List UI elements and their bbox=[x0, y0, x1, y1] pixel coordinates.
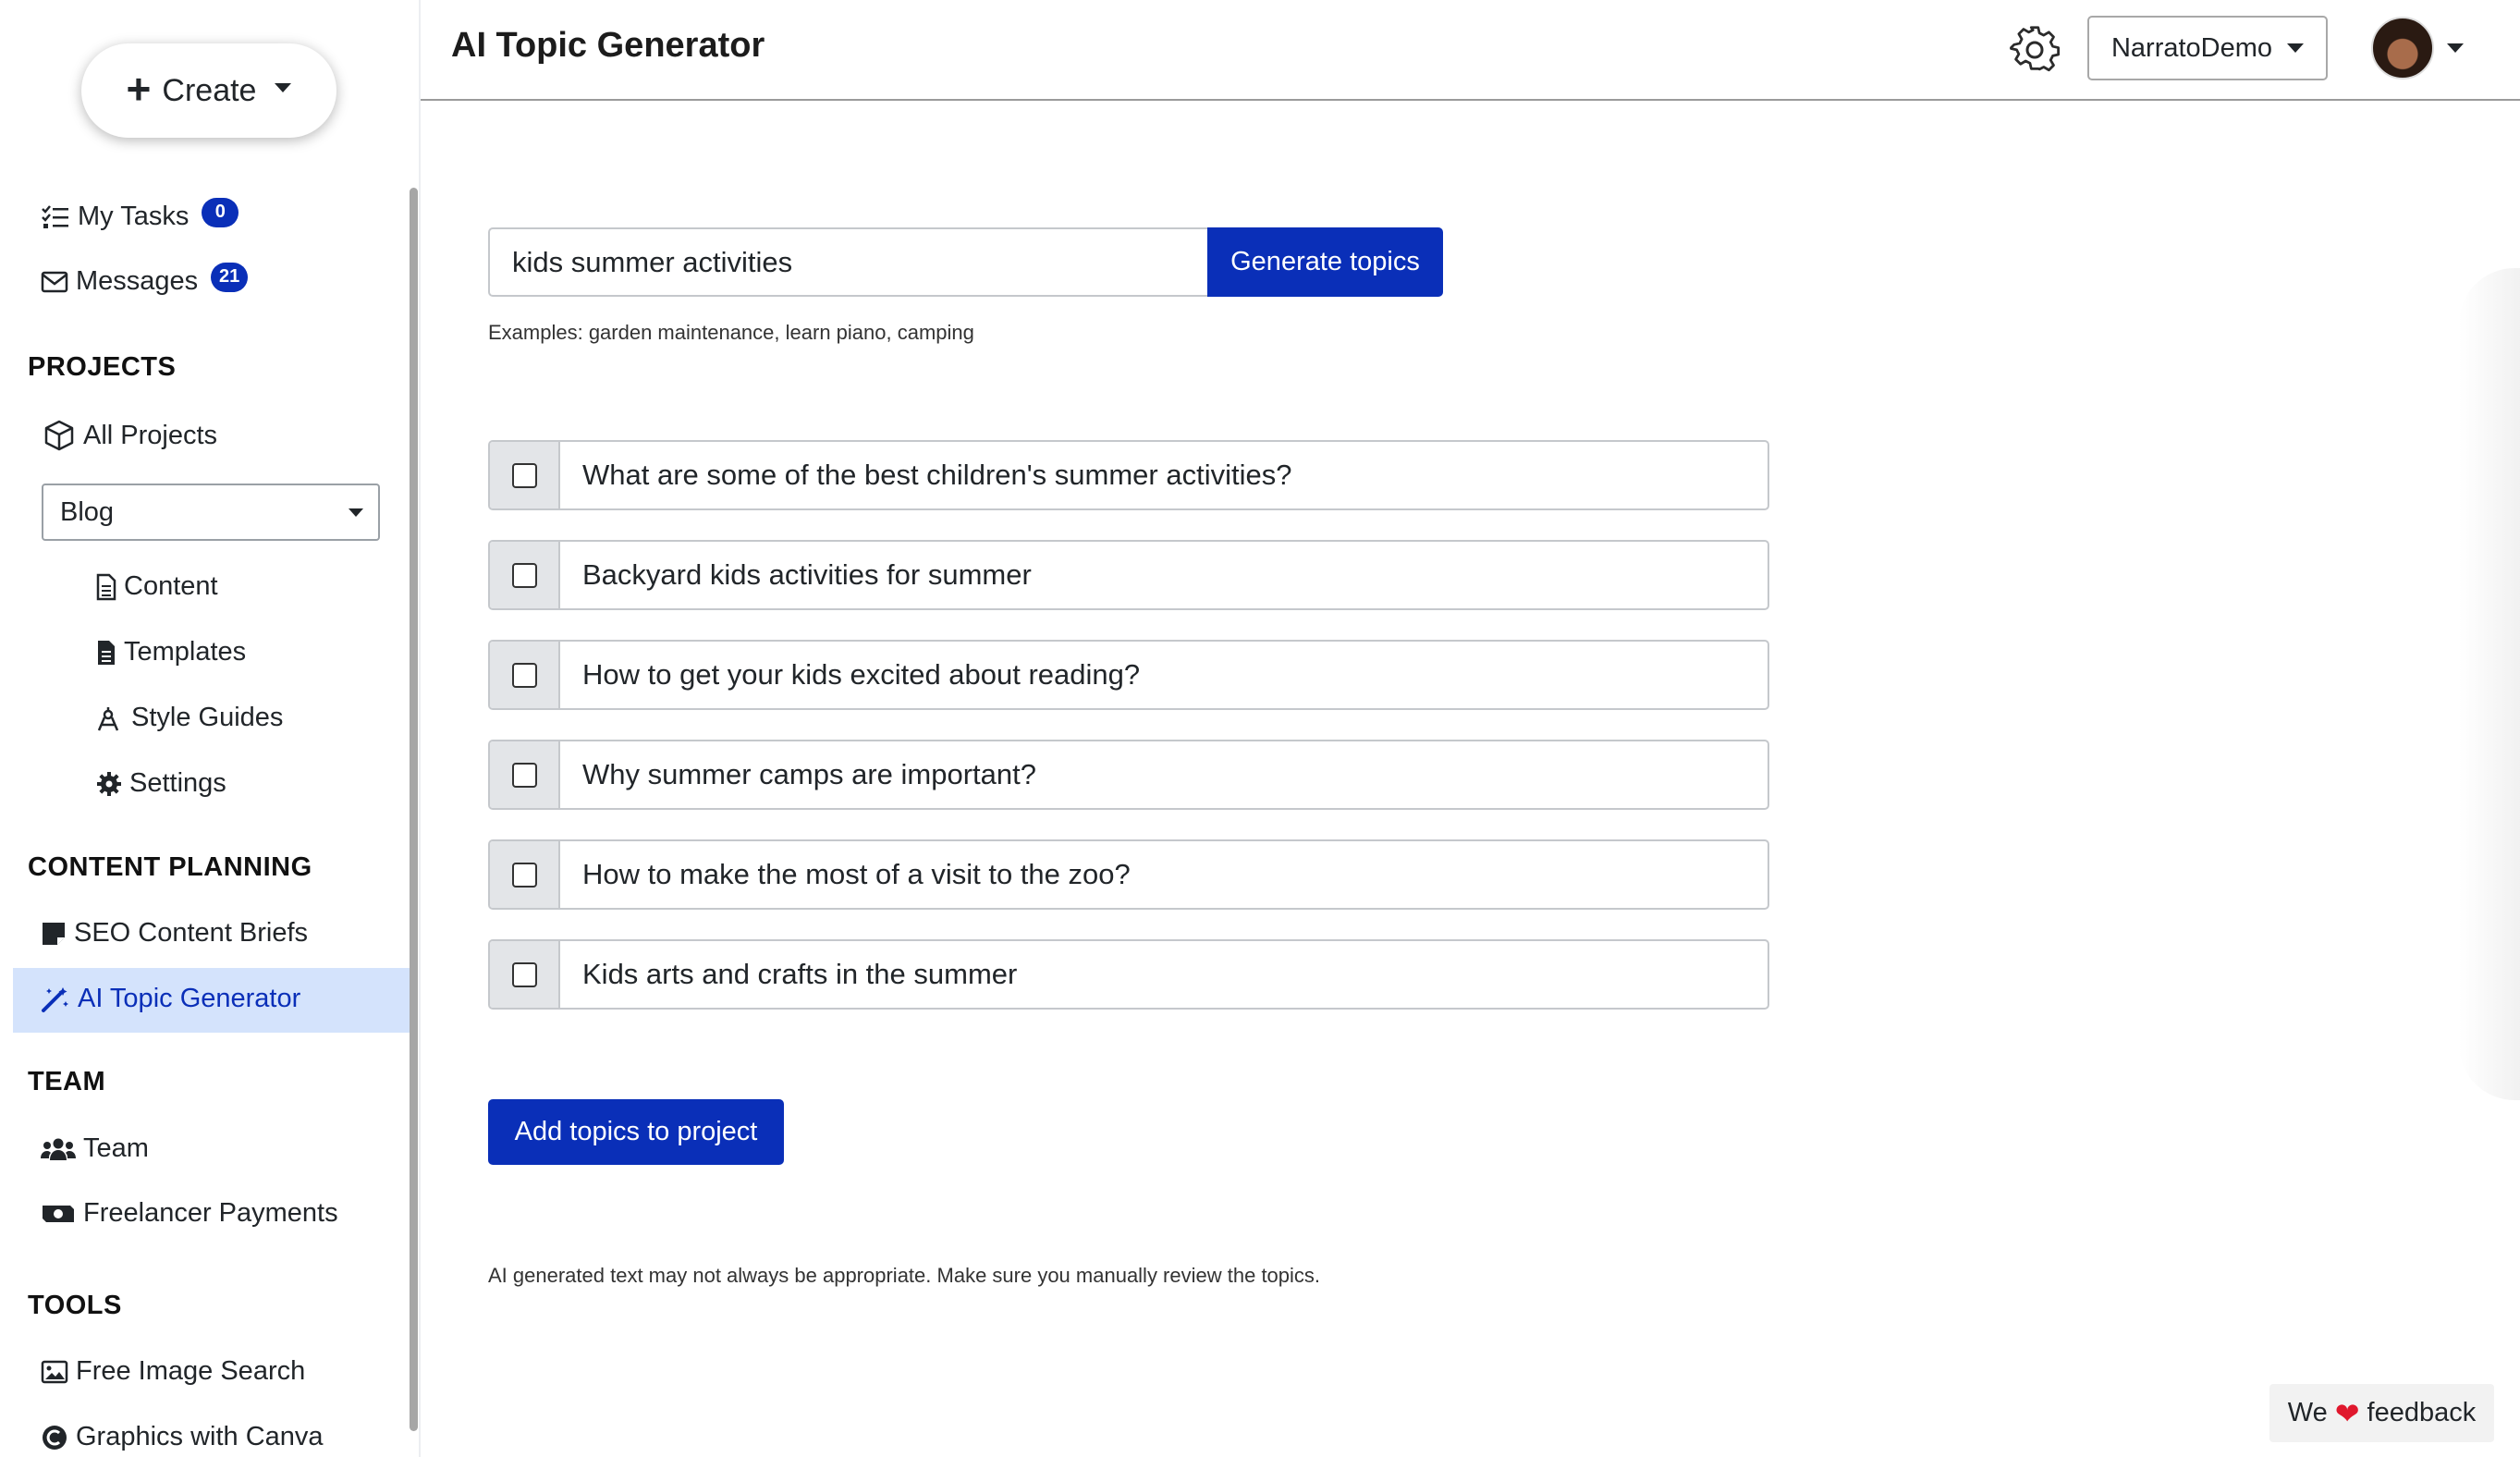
topic-checkbox-cell bbox=[490, 642, 560, 708]
topic-search-value: kids summer activities bbox=[512, 245, 793, 278]
topic-row bbox=[488, 540, 1769, 610]
chevron-down-icon bbox=[275, 83, 291, 92]
topic-checkbox[interactable] bbox=[512, 563, 537, 588]
topic-row bbox=[488, 440, 1769, 510]
my-tasks-label: My Tasks bbox=[78, 202, 190, 231]
sidebar-item-graphics-canva[interactable] bbox=[41, 1422, 324, 1452]
team-label: Team bbox=[83, 1133, 149, 1163]
topic-checkbox[interactable] bbox=[512, 463, 537, 488]
box-icon bbox=[43, 419, 76, 452]
topic-row bbox=[488, 839, 1769, 910]
sticky-note-icon bbox=[41, 921, 67, 947]
plus-icon: + bbox=[126, 65, 152, 113]
ai-disclaimer: AI generated text may not always be appropriate. Make sure you manually review the topics. bbox=[488, 1264, 1321, 1287]
document-icon bbox=[96, 573, 116, 601]
pen-nib-icon bbox=[96, 704, 124, 732]
freelancer-payments-label: Freelancer Payments bbox=[83, 1198, 338, 1228]
page-title: AI Topic Generator bbox=[451, 26, 765, 65]
feedback-suffix: feedback bbox=[2367, 1398, 2477, 1427]
chevron-down-icon bbox=[2447, 43, 2464, 53]
ai-topic-generator-label: AI Topic Generator bbox=[78, 984, 301, 1013]
image-icon bbox=[41, 1360, 68, 1384]
topic-checkbox[interactable] bbox=[512, 863, 537, 888]
topic-checkbox-cell bbox=[490, 542, 560, 608]
topic-checkbox[interactable] bbox=[512, 763, 537, 788]
team-heading: TEAM bbox=[28, 1067, 106, 1096]
sidebar-item-free-image-search[interactable] bbox=[41, 1356, 305, 1387]
canva-icon bbox=[41, 1424, 68, 1451]
sidebar-item-freelancer-payments[interactable] bbox=[41, 1198, 338, 1229]
sidebar-item-content[interactable] bbox=[96, 571, 218, 602]
topic-text: How to make the most of a visit to the zoo? bbox=[582, 858, 1131, 890]
gear-icon bbox=[96, 771, 122, 797]
messages-count-badge: 21 bbox=[211, 263, 248, 292]
avatar bbox=[2371, 17, 2434, 80]
sidebar-item-settings[interactable] bbox=[96, 768, 226, 799]
sidebar-item-ai-topic-generator[interactable] bbox=[41, 984, 300, 1014]
sidebar-item-style-guides[interactable] bbox=[96, 703, 283, 733]
topic-search-input[interactable] bbox=[488, 227, 1207, 297]
messages-label: Messages bbox=[76, 266, 199, 296]
top-header bbox=[421, 0, 2520, 101]
sidebar-item-my-tasks[interactable] bbox=[41, 202, 239, 232]
topic-checkbox[interactable] bbox=[512, 962, 537, 987]
user-menu[interactable] bbox=[2371, 17, 2464, 80]
money-bill-icon bbox=[41, 1202, 76, 1226]
topic-text: Why summer camps are important? bbox=[582, 758, 1036, 790]
chevron-down-icon bbox=[349, 508, 363, 517]
topic-text: How to get your kids excited about reading? bbox=[582, 658, 1141, 691]
graphics-canva-label: Graphics with Canva bbox=[76, 1422, 324, 1451]
settings-gear-button[interactable] bbox=[2009, 24, 2061, 76]
sidebar-item-team[interactable] bbox=[41, 1133, 149, 1164]
free-image-search-label: Free Image Search bbox=[76, 1356, 306, 1386]
templates-label: Templates bbox=[124, 637, 247, 667]
edge-shadow bbox=[2459, 268, 2520, 1100]
tools-heading: TOOLS bbox=[28, 1291, 122, 1320]
create-button[interactable] bbox=[81, 43, 336, 138]
topic-row bbox=[488, 939, 1769, 1010]
seo-briefs-label: SEO Content Briefs bbox=[74, 918, 309, 948]
topic-checkbox-cell bbox=[490, 841, 560, 908]
generate-topics-button[interactable]: Generate topics bbox=[1207, 227, 1443, 297]
organization-select[interactable] bbox=[2087, 16, 2328, 80]
heart-icon: ❤ bbox=[2334, 1396, 2360, 1430]
topic-text: Kids arts and crafts in the summer bbox=[582, 958, 1018, 990]
magic-wand-icon bbox=[41, 986, 70, 1013]
topic-checkbox-cell bbox=[490, 442, 560, 508]
topic-checkbox[interactable] bbox=[512, 663, 537, 688]
tasks-count-badge: 0 bbox=[202, 198, 239, 227]
topic-text: What are some of the best children's summer activities? bbox=[582, 459, 1292, 491]
topic-text: Backyard kids activities for summer bbox=[582, 558, 1032, 591]
chevron-down-icon bbox=[2287, 43, 2304, 53]
project-select[interactable] bbox=[42, 484, 380, 541]
sidebar-item-templates[interactable] bbox=[96, 637, 246, 667]
users-icon bbox=[41, 1137, 76, 1161]
sidebar bbox=[0, 0, 421, 1457]
feedback-button[interactable] bbox=[2269, 1384, 2494, 1442]
settings-label: Settings bbox=[129, 768, 226, 798]
topic-checkbox-cell bbox=[490, 941, 560, 1008]
template-icon bbox=[96, 639, 116, 667]
feedback-prefix: We bbox=[2287, 1398, 2328, 1427]
project-select-value: Blog bbox=[60, 496, 115, 527]
topic-row bbox=[488, 640, 1769, 710]
examples-hint: Examples: garden maintenance, learn piano, camping bbox=[488, 321, 974, 344]
style-guides-label: Style Guides bbox=[131, 703, 284, 732]
topic-row bbox=[488, 740, 1769, 810]
task-list-icon bbox=[41, 204, 70, 230]
sidebar-item-seo-content-briefs[interactable] bbox=[41, 918, 308, 949]
content-label: Content bbox=[124, 571, 218, 601]
gear-icon bbox=[2009, 24, 2061, 76]
envelope-icon bbox=[41, 271, 68, 293]
topic-checkbox-cell bbox=[490, 741, 560, 808]
organization-name: NarratoDemo bbox=[2110, 32, 2273, 63]
sidebar-item-messages[interactable] bbox=[41, 266, 248, 297]
sidebar-item-all-projects[interactable] bbox=[43, 419, 217, 452]
sidebar-scrollbar[interactable] bbox=[410, 188, 418, 1431]
content-planning-heading: CONTENT PLANNING bbox=[28, 852, 312, 882]
all-projects-label: All Projects bbox=[83, 420, 218, 450]
add-topics-button[interactable]: Add topics to project bbox=[488, 1099, 784, 1165]
create-label: Create bbox=[162, 72, 257, 108]
projects-heading: PROJECTS bbox=[28, 352, 177, 382]
